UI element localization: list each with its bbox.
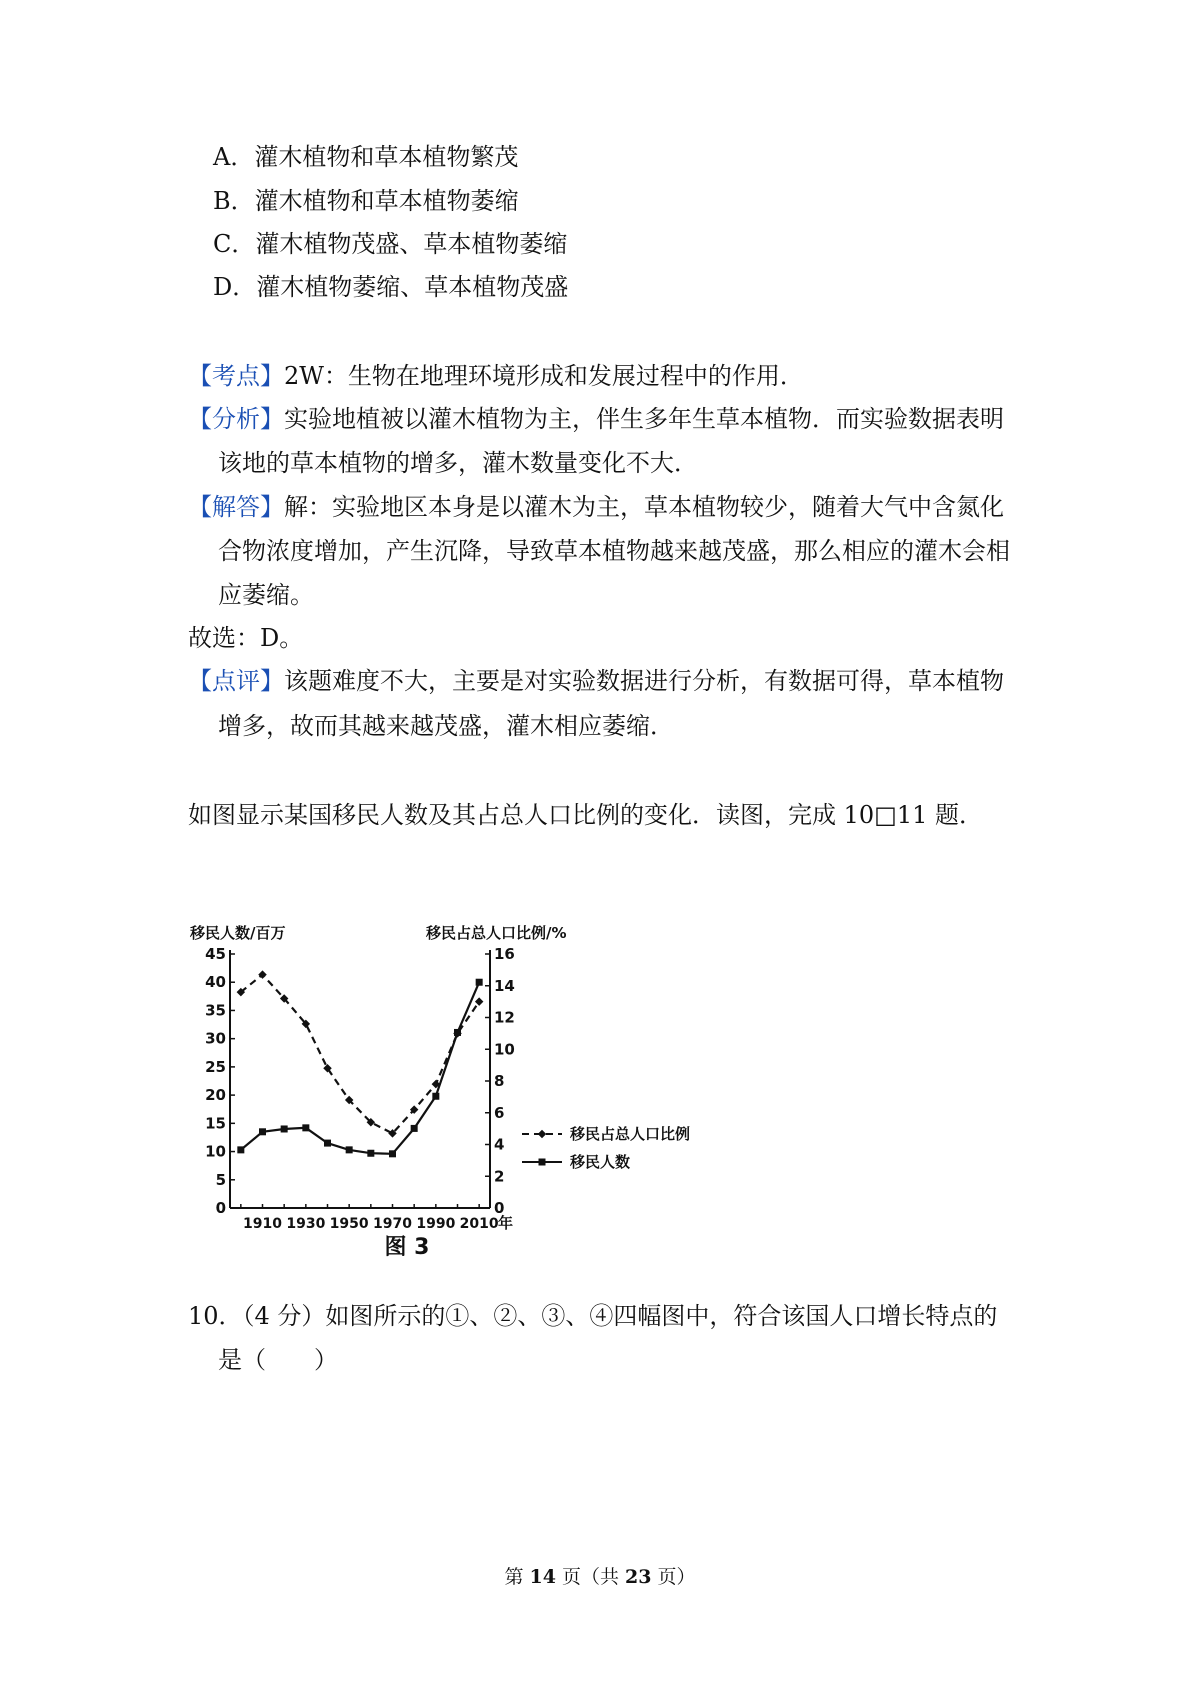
jieda-line-1: 【解答】解：实验地区本身是以灌木为主，草本植物较少，随着大气中含氮化 (188, 493, 1004, 521)
data-point-count (454, 1029, 461, 1036)
legend-label-ratio: 移民占总人口比例 (570, 1125, 691, 1143)
x-tick-label: 2010 (459, 1216, 499, 1232)
data-point-count (346, 1146, 353, 1153)
option-c: C．灌木植物茂盛、草本植物萎缩 (213, 230, 568, 258)
x-tick-label: 1970 (373, 1216, 412, 1232)
data-point-count (237, 1146, 244, 1153)
kaodian-line: 【考点】2W：生物在地理环境形成和发展过程中的作用． (188, 362, 804, 390)
option-b: B．灌木植物和草本植物萎缩 (213, 187, 519, 215)
data-point-count (432, 1093, 439, 1100)
data-point-count (367, 1150, 374, 1157)
legend-label-count: 移民人数 (570, 1153, 631, 1171)
jieda-line-2: 合物浓度增加，产生沉降，导致草本植物越来越茂盛，那么相应的灌木会相 (218, 537, 1010, 565)
fenxi-line-2: 该地的草本植物的增多，灌木数量变化不大． (218, 449, 698, 477)
right-tick-label: 4 (494, 1135, 505, 1154)
left-tick-label: 30 (205, 1029, 226, 1048)
data-point-count (411, 1125, 418, 1132)
data-point-count (476, 979, 483, 986)
question-10-line-2: 是（ ） (218, 1346, 338, 1374)
x-tick-label: 1930 (286, 1216, 326, 1232)
left-tick-label: 15 (205, 1114, 226, 1133)
dianping-line-1: 【点评】该题难度不大，主要是对实验数据进行分析，有数据可得，草本植物 (188, 667, 1004, 695)
right-axis-title: 移民占总人口比例/% (426, 924, 567, 942)
kaodian-tag: 【考点】 (188, 362, 284, 390)
x-axis-unit: 年 (498, 1214, 514, 1232)
data-point-count (281, 1125, 288, 1132)
right-tick-label: 10 (494, 1040, 515, 1059)
page-footer: 第 14 页（共 23 页） (504, 1566, 696, 1588)
x-tick-label: 1910 (243, 1216, 282, 1232)
legend-marker-count (539, 1159, 546, 1166)
immigration-chart (180, 922, 720, 1262)
dianping-tag: 【点评】 (188, 667, 284, 695)
x-tick-label: 1950 (329, 1216, 369, 1232)
data-point-ratio (475, 997, 483, 1005)
left-tick-label: 20 (205, 1086, 226, 1105)
legend-marker-ratio (538, 1130, 546, 1138)
left-tick-label: 25 (205, 1057, 226, 1076)
left-axis-title: 移民人数/百万 (190, 924, 286, 942)
left-tick-label: 35 (205, 1001, 226, 1020)
data-point-count (302, 1124, 309, 1131)
question-10-line-1: 10．（4 分）如图所示的①、②、③、④四幅图中，符合该国人口增长特点的 (188, 1302, 998, 1330)
right-tick-label: 14 (494, 976, 515, 995)
chart-intro: 如图显示某国移民人数及其占总人口比例的变化．读图，完成 10□11 题． (188, 801, 984, 829)
left-tick-label: 0 (215, 1199, 226, 1217)
answer-choice: 故选：D。 (188, 624, 304, 652)
data-point-count (259, 1128, 266, 1135)
fenxi-tag: 【分析】 (188, 405, 284, 433)
left-tick-label: 10 (205, 1142, 226, 1161)
right-tick-label: 6 (494, 1103, 505, 1122)
right-tick-label: 16 (494, 945, 515, 963)
option-a: A．灌木植物和草本植物繁茂 (213, 143, 519, 171)
left-tick-label: 5 (215, 1170, 226, 1189)
option-d: D．灌木植物萎缩、草本植物茂盛 (213, 273, 569, 301)
jieda-line-3: 应萎缩。 (218, 581, 314, 609)
left-tick-label: 45 (205, 945, 226, 963)
right-tick-label: 0 (494, 1199, 505, 1217)
data-point-count (389, 1150, 396, 1157)
series-line-2 (241, 982, 479, 1154)
jieda-tag: 【解答】 (188, 493, 284, 521)
dianping-line-2: 增多，故而其越来越茂盛，灌木相应萎缩． (218, 712, 674, 740)
left-tick-label: 40 (205, 973, 226, 992)
right-tick-label: 8 (494, 1072, 505, 1090)
data-point-ratio (258, 970, 266, 978)
series-line-1 (241, 975, 479, 1134)
fenxi-line-1: 【分析】实验地植被以灌木植物为主，伴生多年生草本植物．而实验数据表明 (188, 405, 1004, 433)
figure-caption: 图 3 (384, 1235, 430, 1260)
right-tick-label: 2 (494, 1167, 505, 1186)
x-tick-label: 1990 (416, 1216, 456, 1232)
data-point-count (324, 1140, 331, 1147)
right-tick-label: 12 (494, 1008, 515, 1027)
